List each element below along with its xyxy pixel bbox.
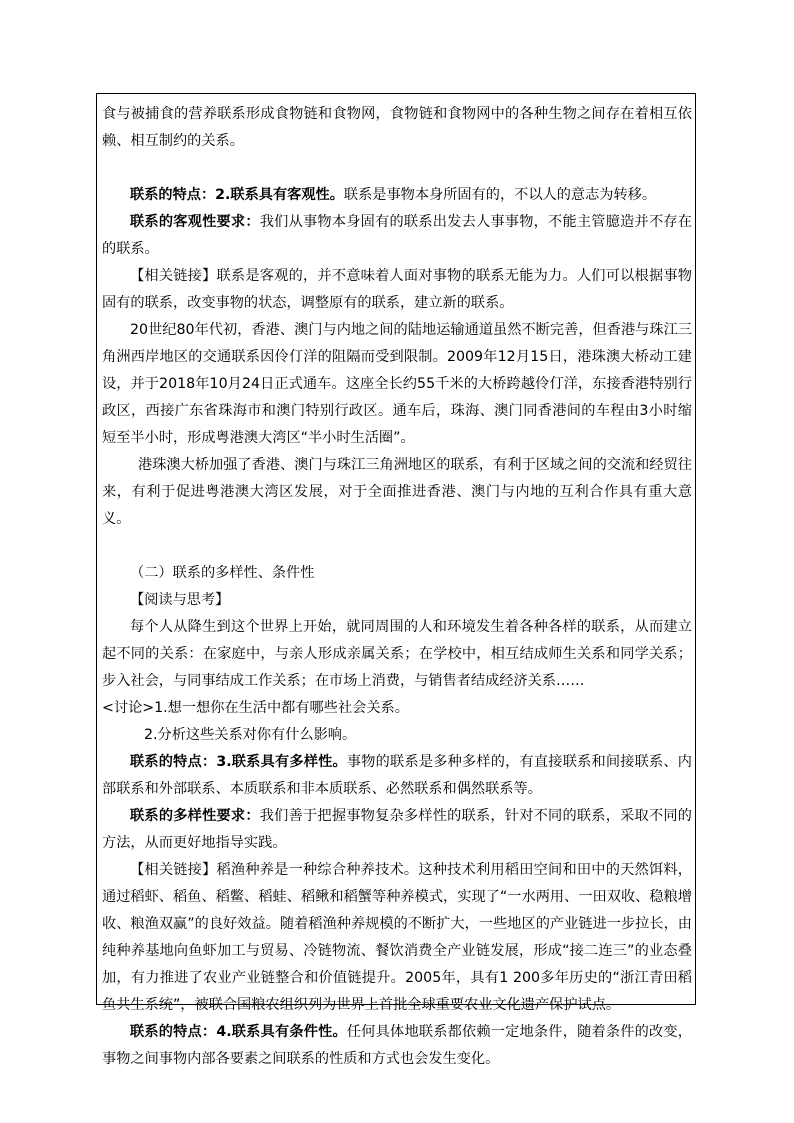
feature-3-label: 联系的特点：	[130, 754, 217, 770]
reading-paragraph: 每个人从降生到这个世界上开始，就同周围的人和环境发生着各种各样的联系，从而建立起不同的关系：在家庭中，与亲人形成亲属关系；在学校中，相互结成师生关系和同学关系；步入社会，与同事结成工作关系；在市场上消费，与销售者结成经济关系……	[102, 619, 692, 689]
requirement-1-text: 我们从事物本身固有的联系出发去人事事物，不能主管臆造并不存在的联系。	[102, 214, 692, 257]
feature-2-label: 联系的特点：	[130, 187, 216, 203]
related-link-2-paragraph: 【相关链接】稻渔种养是一种综合种养技术。这种技术利用稻田空间和田中的天然饵料，通过稻虾、稻鱼、稻鳖、稻蛙、稻鳅和稻蟹等种养模式，实现了“一水两用、一田双收、稳粮增收、粮渔双赢”的良好效益。随着稻渔种养规模的不断扩大，一些地区的产业链进一步拉长，由纯种养基地向鱼虾加工与贸易、冷链物流、餐饮消费全产业链发展，形成“接二连三”的业态叠加，有力推进了农业产业链整合和价值链提升。2005年，具有1 200多年历史的“浙江青田稻鱼共生系统”，被联合国粮农组织列为世界上首批全球重要农业文化遗产保护试点。	[102, 862, 692, 1013]
feature-3-paragraph	[102, 749, 692, 803]
requirement-2-label: 联系的多样性要求：	[130, 808, 260, 824]
hzmb-paragraph-2: 港珠澳大桥加强了香港、澳门与珠江三角洲地区的联系，有利于区域之间的交流和经贸往来，有利于促进粤港澳大湾区发展，对于全面推进香港、澳门与内地的互利合作具有重大意义。	[102, 457, 692, 527]
related-link-1-paragraph: 【相关链接】联系是客观的，并不意味着人面对事物的联系无能为力。人们可以根据事物固有的联系，改变事物的状态，调整原有的联系，建立新的联系。	[102, 268, 692, 311]
hzmb-paragraph-1: 20世纪80年代初，香港、澳门与内地之间的陆地运输通道虽然不断完善，但香港与珠江三角洲西岸地区的交通联系因伶仃洋的阻隔而受到限制。2009年12月15日，港珠澳大桥动工建设，并于2018年10月24日正式通车。这座全长约55千米的大桥跨越伶仃洋，东接香港特别行政区，西接广东省珠海市和澳门特别行政区。通车后，珠海、澳门同香港间的车程由3小时缩短至半小时，形成粤港澳大湾区“半小时生活圈”。	[102, 322, 692, 446]
requirement-2-paragraph	[102, 803, 692, 857]
feature-2-paragraph	[102, 182, 692, 209]
section-2-heading: （二）联系的多样性、条件性	[130, 565, 315, 581]
reading-heading: 【阅读与思考】	[130, 592, 230, 608]
discussion-1: <讨论>1.想一想你在生活中都有哪些社会关系。	[102, 700, 409, 716]
feature-3-text: 事物的联系是多种多样的，有直接联系和间接联系、内部联系和外部联系、本质联系和非本质联系、必然联系和偶然联系等。	[102, 754, 692, 797]
discussion-2: 2.分析这些关系对你有什么影响。	[144, 727, 357, 743]
document-body	[102, 101, 692, 1073]
feature-4-paragraph	[102, 1019, 692, 1073]
feature-3-title: 3.联系具有多样性。	[216, 754, 347, 770]
feature-4-title: 4.联系具有条件性。	[216, 1024, 347, 1040]
feature-2-text: 联系是事物本身所固有的，不以人的意志为转移。	[343, 187, 657, 203]
feature-4-label: 联系的特点：	[130, 1024, 217, 1040]
spacer	[102, 155, 692, 182]
feature-2-title: 2.联系具有客观性。	[215, 187, 344, 203]
intro-paragraph: 食与被捕食的营养联系形成食物链和食物网，食物链和食物网中的各种生物之间存在着相互依赖、相互制约的关系。	[102, 106, 692, 149]
requirement-1-label: 联系的客观性要求：	[130, 214, 260, 230]
requirement-2-text: 我们善于把握事物复杂多样性的联系，针对不同的联系，采取不同的方法，从而更好地指导实践。	[102, 808, 692, 851]
feature-4-text: 任何具体地联系都依赖一定地条件，随着条件的改变，事物之间事物内部各要素之间联系的性质和方式也会发生变化。	[102, 1024, 692, 1067]
spacer	[102, 533, 692, 560]
requirement-1-paragraph	[102, 209, 692, 263]
